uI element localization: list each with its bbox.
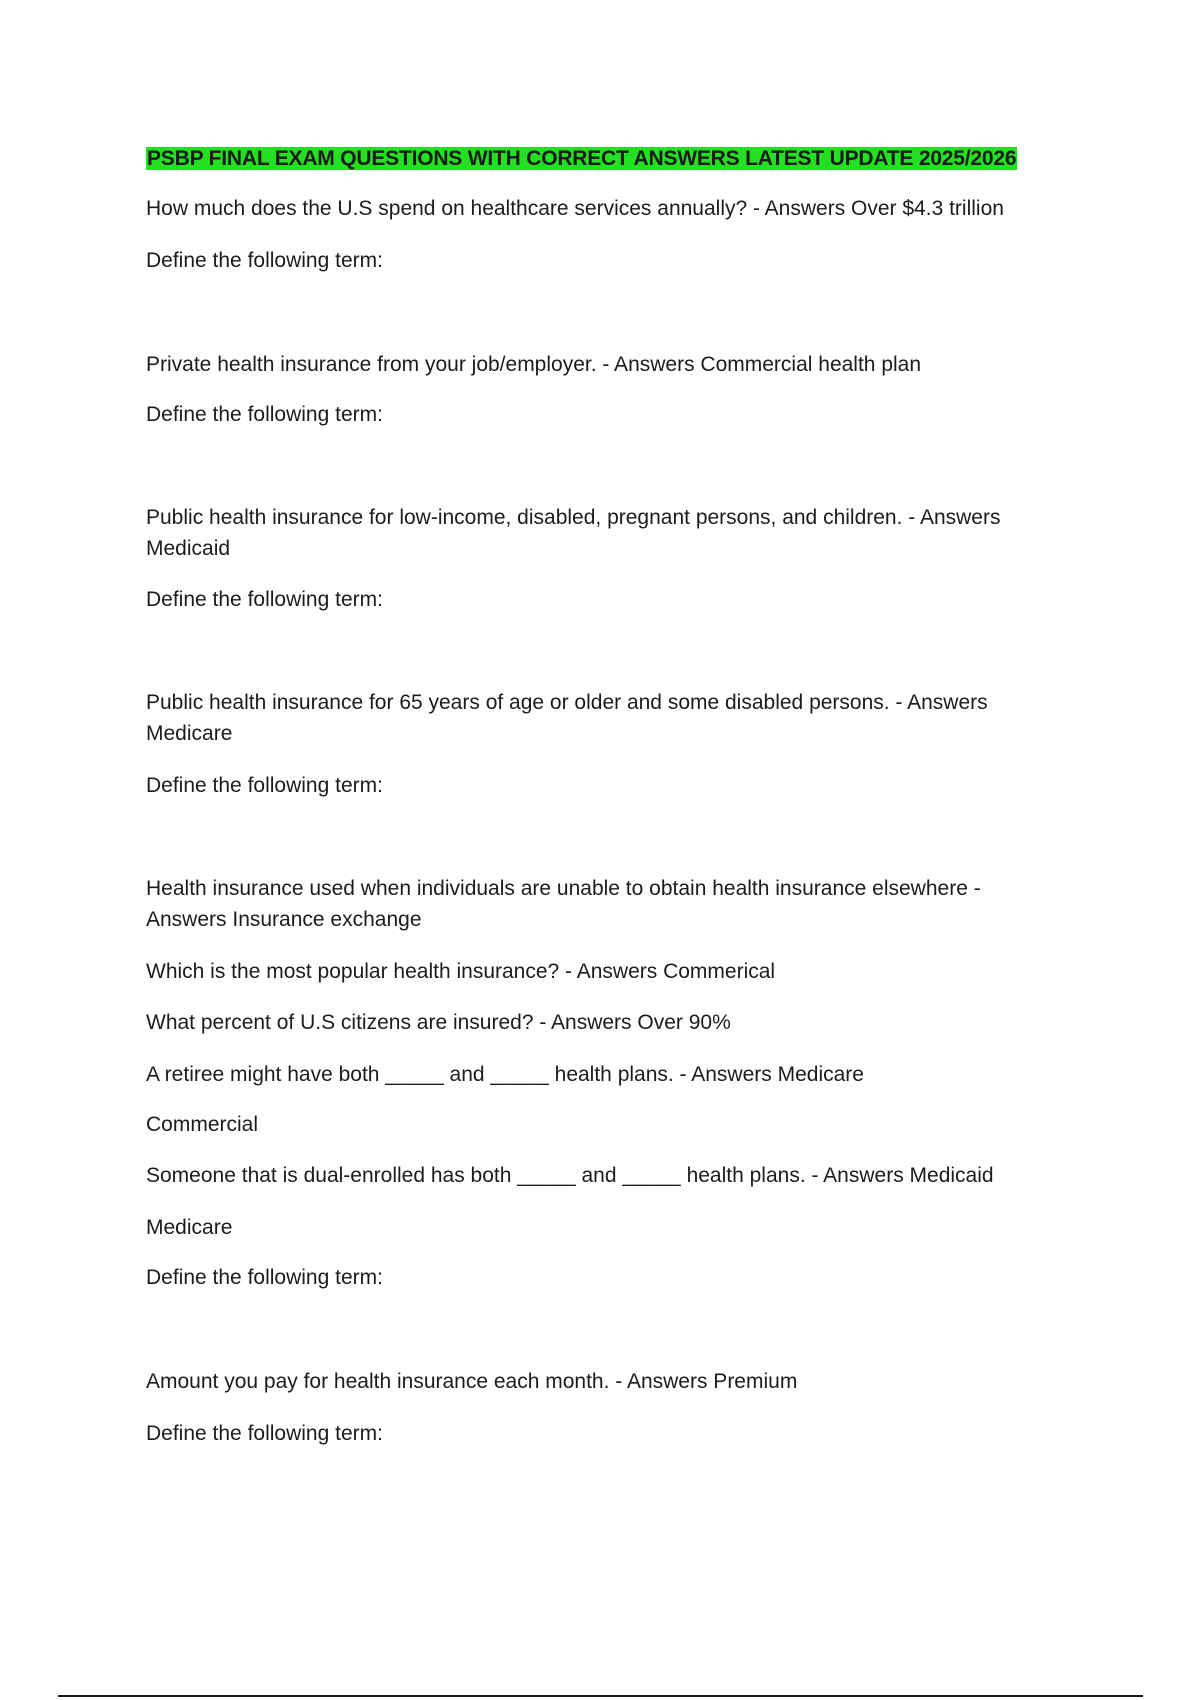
title-highlight: PSBP FINAL EXAM QUESTIONS WITH CORRECT ANSWERS LATEST UPDATE 2025/2026 (147, 147, 1017, 170)
question-retiree: A retiree might have both _____ and _____ health plans. - Answers Medicare (146, 1063, 864, 1086)
question-percent-insured: What percent of U.S citizens are insured? - Answers Over 90% (146, 1011, 731, 1034)
define-term-label: Define the following term: (146, 588, 383, 611)
question-dual-enrolled: Someone that is dual-enrolled has both _____ and _____ health plans. - Answers Medicaid (146, 1164, 994, 1187)
answer-continuation: Medicare (146, 1216, 233, 1239)
page-bottom-rule (58, 1695, 1143, 1697)
question-spending: How much does the U.S spend on healthcare services annually? - Answers Over $4.3 trillion (146, 197, 1004, 220)
define-term-label: Define the following term: (146, 1266, 383, 1289)
document-title (146, 145, 1017, 173)
question-premium: Amount you pay for health insurance each month. - Answers Premium (146, 1370, 798, 1393)
question-insurance-exchange: Health insurance used when individuals are unable to obtain health insurance elsewhere - Answers Insurance exchange (146, 877, 981, 931)
question-commercial: Private health insurance from your job/employer. - Answers Commercial health plan (146, 353, 922, 376)
question-medicaid: Public health insurance for low-income, disabled, pregnant persons, and children. - Answers Medicaid (146, 506, 1001, 560)
question-medicare: Public health insurance for 65 years of age or older and some disabled persons. - Answers Medicare (146, 691, 988, 745)
define-term-label: Define the following term: (146, 403, 383, 426)
define-term-label: Define the following term: (146, 774, 383, 797)
answer-continuation: Commercial (146, 1113, 259, 1136)
define-term-label: Define the following term: (146, 1422, 383, 1445)
question-popular-insurance: Which is the most popular health insurance? - Answers Commerical (146, 960, 776, 983)
define-term-label: Define the following term: (146, 249, 383, 272)
